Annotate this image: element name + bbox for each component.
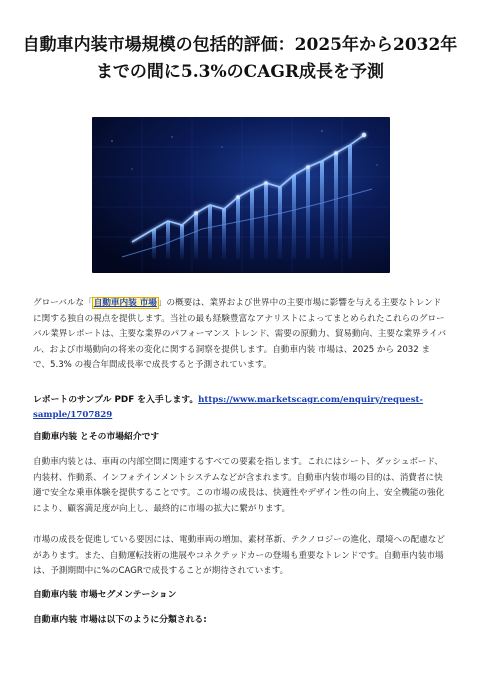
sample-request-link[interactable]: https://www.marketscagr.com/enquiry/request-sample/1707829 bbox=[33, 395, 424, 420]
hero-graphic bbox=[92, 117, 390, 273]
section-heading-segmentation: 自動車内装 市場セグメンテーション bbox=[33, 590, 177, 600]
hero-image-growth-chart bbox=[92, 117, 390, 273]
market-link[interactable]: 自動車内装 市場 bbox=[93, 298, 157, 308]
section-heading-intro: 自動車内装 とその市場紹介です bbox=[33, 432, 160, 442]
sample-label: レポートのサンプル PDF を入手します。 bbox=[33, 395, 199, 405]
sample-request-line bbox=[33, 393, 447, 423]
intro-paragraph bbox=[33, 296, 447, 374]
intro-text-rest: 」の概要は、業界および世界中の主要市場に影響を与える主要なトレンドに関する独自の視点を提供します。当社の最も経験豊富なアナリストによってまとめられたこれらのグローバル業界レポートは、主要な業界のパフォーマンス トレンド、需要の原動力、貿易動向、主要な業界ライバル、および市場動向の将来の変化に関する洞察を提供します。自動車内装 市場は、2025 から 2032 まで、5.3% の複合年間成長率で成長すると予測されています。 bbox=[33, 298, 447, 370]
market-definition-paragraph: 自動車内装とは、車両の内部空間に関連するすべての要素を指します。これにはシート、ダッシュボード、内装材、作動系、インフォテインメントシステムなどが含まれます。自動車内装市場の目的は、消費者に快適で安全な乗車体験を提供することです。この市場の成長は、快適性やデザイン性の向上、安全機能の強化により、顧客満足度が向上し、最終的に市場の拡大に繋がります。 bbox=[33, 457, 445, 514]
section-heading-classification: 自動車内装 市場は以下のように分類される: bbox=[33, 615, 207, 625]
document-title: 自動車内装市場規模の包括的評価：2025年から2032年までの間に5.3%のCAGR成長を予測 bbox=[22, 35, 458, 82]
growth-factors-paragraph: 市場の成長を促進している要因には、電動車両の増加、素材革新、テクノロジーの進化、環境への配慮などがあります。また、自動運転技術の進展やコネクテッドカーの登場も重要なトレンドです。自動車内装市場は、予測期間中に%のCAGRで成長することが期待されています。 bbox=[33, 535, 445, 576]
intro-text-start: グローバルな「 bbox=[33, 298, 93, 308]
